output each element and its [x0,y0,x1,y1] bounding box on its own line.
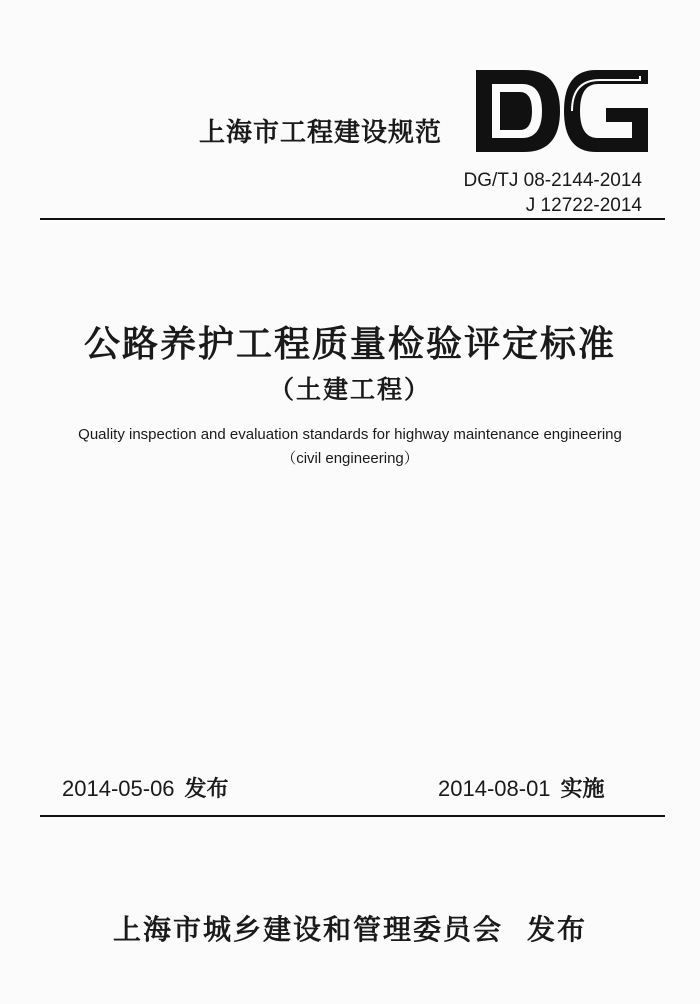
logo-letter-d [476,70,560,152]
publish-label: 发布 [527,913,588,946]
issue-date: 2014-05-06 [62,776,175,801]
publisher-line [0,908,700,948]
english-subtitle: （civil engineering） [281,450,419,467]
logo-letter-g [564,70,648,152]
issue-date-line [62,772,229,803]
implement-label: 实施 [560,777,605,802]
standard-codes [464,168,643,218]
dg-logo [472,66,650,156]
main-title: 公路养护工程质量检验评定标准 [83,324,616,365]
english-title: Quality inspection and evaluation standards for highway maintenance engineering [78,426,622,443]
standard-code: DG/TJ 08-2144-2014 [463,170,642,191]
header-divider [40,218,665,220]
dates-divider [40,815,665,817]
subtitle: （土建工程） [268,375,431,404]
implement-date: 2014-08-01 [438,776,551,801]
record-number: J 12722-2014 [525,195,642,216]
implement-date-line [438,772,605,803]
publisher-name: 上海市城乡建设和管理委员会 [112,913,503,946]
issue-label: 发布 [184,777,229,802]
series-title: 上海市工程建设规范 [198,118,442,148]
